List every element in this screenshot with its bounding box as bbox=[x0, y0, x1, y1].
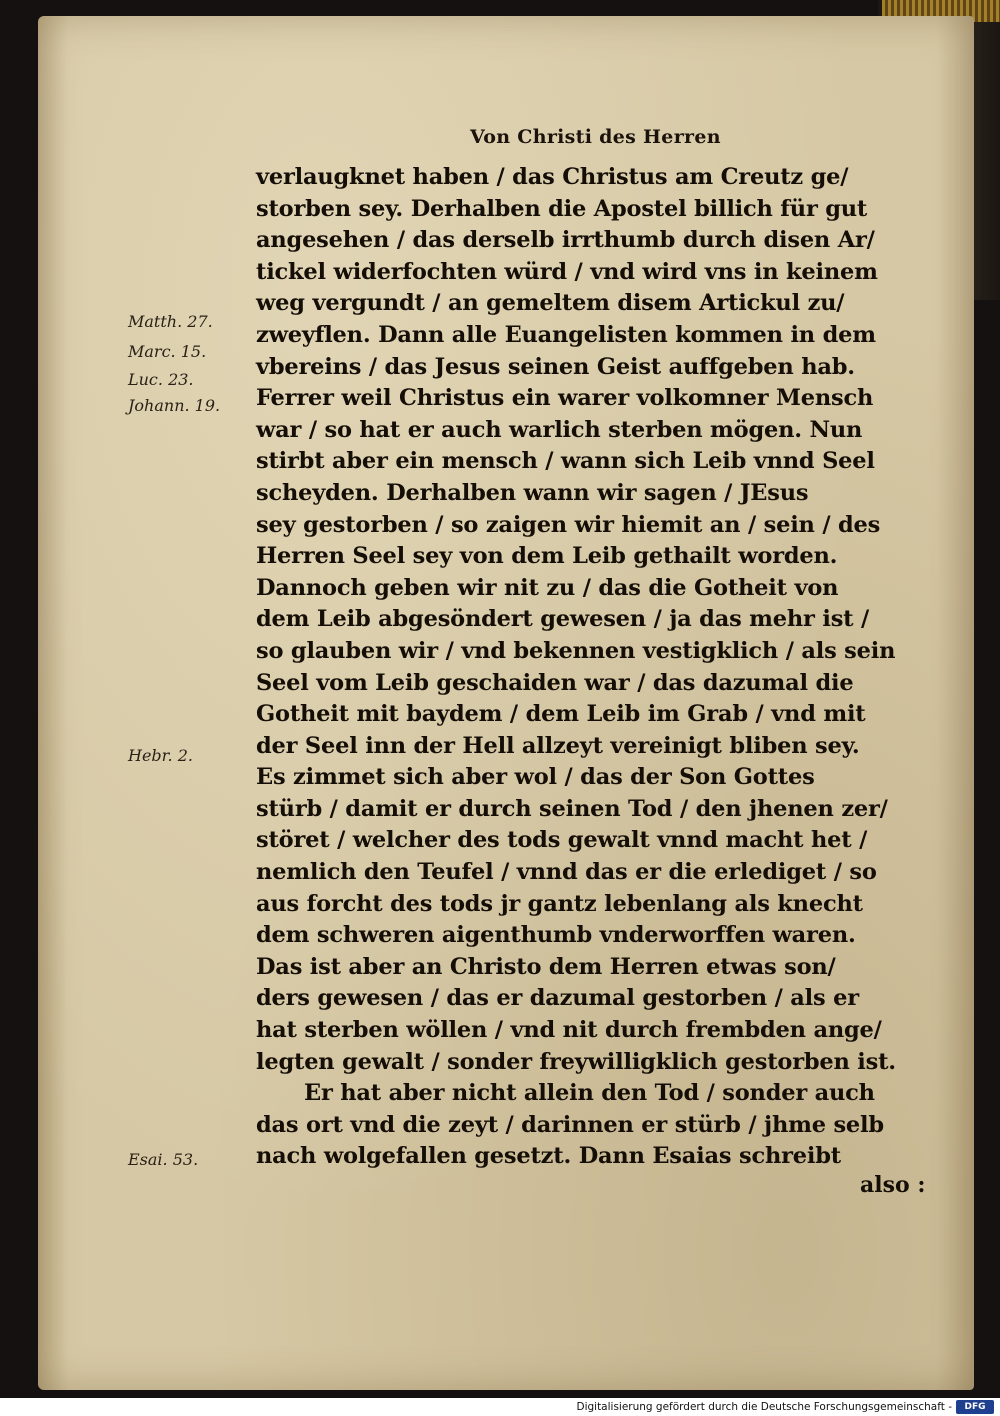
margin-note-johann: Johann. 19. bbox=[128, 396, 221, 415]
text-line: legten gewalt / sonder freywilligklich gestorben ist. bbox=[256, 1048, 896, 1075]
margin-note-hebr: Hebr. 2. bbox=[128, 746, 193, 765]
text-line: storben sey. Derhalben die Apostel billich für gut bbox=[256, 195, 868, 222]
catchword: also : bbox=[860, 1172, 926, 1198]
text-line: dem schweren aigenthumb vnderworffen waren. bbox=[256, 922, 856, 949]
text-line: aus forcht des tods jr gantz lebenlang als knecht bbox=[256, 890, 863, 917]
text-line: nemlich den Teufel / vnnd das er die erlediget / so bbox=[256, 859, 877, 886]
margin-note-esai: Esai. 53. bbox=[128, 1150, 199, 1169]
text-line: war / so hat er auch warlich sterben mögen. Nun bbox=[256, 416, 863, 443]
text-line: Seel vom Leib geschaiden war / das dazumal die bbox=[256, 669, 854, 696]
text-line: tickel widerfochten würd / vnd wird vns in keinem bbox=[256, 258, 878, 285]
text-line: weg vergundt / an gemeltem disem Artickul zu/ bbox=[256, 290, 845, 317]
text-line: Das ist aber an Christo dem Herren etwas son/ bbox=[256, 953, 836, 980]
text-line: Es zimmet sich aber wol / das der Son Gottes bbox=[256, 764, 815, 791]
text-line: Herren Seel sey von dem Leib gethailt worden. bbox=[256, 543, 838, 570]
text-line: nach wolgefallen gesetzt. Dann Esaias schreibt bbox=[256, 1143, 841, 1170]
body-text bbox=[256, 162, 946, 1173]
text-line: störet / welcher des tods gewalt vnnd macht het / bbox=[256, 827, 868, 854]
footer-credit: Digitalisierung gefördert durch die Deutsche Forschungsgemeinschaft - bbox=[576, 1401, 952, 1413]
text-line: hat sterben wöllen / vnd nit durch frembden ange/ bbox=[256, 1017, 882, 1044]
text-line: vbereins / das Jesus seinen Geist auffgeben hab. bbox=[256, 353, 855, 380]
text-line: scheyden. Derhalben wann wir sagen / JEsus bbox=[256, 479, 809, 506]
text-line: angesehen / das derselb irrthumb durch disen Ar/ bbox=[256, 227, 875, 254]
text-line: zweyflen. Dann alle Euangelisten kommen in dem bbox=[256, 321, 876, 348]
running-head: Von Christi des Herren bbox=[470, 126, 721, 148]
text-line: Ferrer weil Christus ein warer volkomner Mensch bbox=[256, 385, 874, 412]
dfg-logo: DFG bbox=[956, 1400, 994, 1414]
text-line: der Seel inn der Hell allzeyt vereinigt bliben sey. bbox=[256, 732, 860, 759]
text-line: so glauben wir / vnd bekennen vestigklich / als sein bbox=[256, 637, 896, 664]
text-line: dem Leib abgesöndert gewesen / ja das mehr ist / bbox=[256, 606, 870, 633]
text-line: Er hat aber nicht allein den Tod / sonder auch bbox=[304, 1080, 875, 1107]
margin-note-matth: Matth. 27. bbox=[128, 312, 213, 331]
text-line: verlaugknet haben / das Christus am Creutz ge/ bbox=[256, 164, 849, 190]
margin-note-luc: Luc. 23. bbox=[128, 370, 194, 389]
text-line: sey gestorben / so zaigen wir hiemit an / sein / des bbox=[256, 511, 881, 538]
text-line: Gotheit mit baydem / dem Leib im Grab / vnd mit bbox=[256, 701, 866, 728]
text-line: stirbt aber ein mensch / wann sich Leib vnnd Seel bbox=[256, 448, 875, 475]
text-line: ders gewesen / das er dazumal gestorben / als er bbox=[256, 985, 859, 1012]
text-line: das ort vnd die zeyt / darinnen er stürb / jhme selb bbox=[256, 1111, 884, 1138]
text-line: stürb / damit er durch seinen Tod / den jhenen zer/ bbox=[256, 795, 888, 822]
text-line: Dannoch geben wir nit zu / das die Gotheit von bbox=[256, 574, 839, 601]
margin-note-marc: Marc. 15. bbox=[128, 342, 207, 361]
